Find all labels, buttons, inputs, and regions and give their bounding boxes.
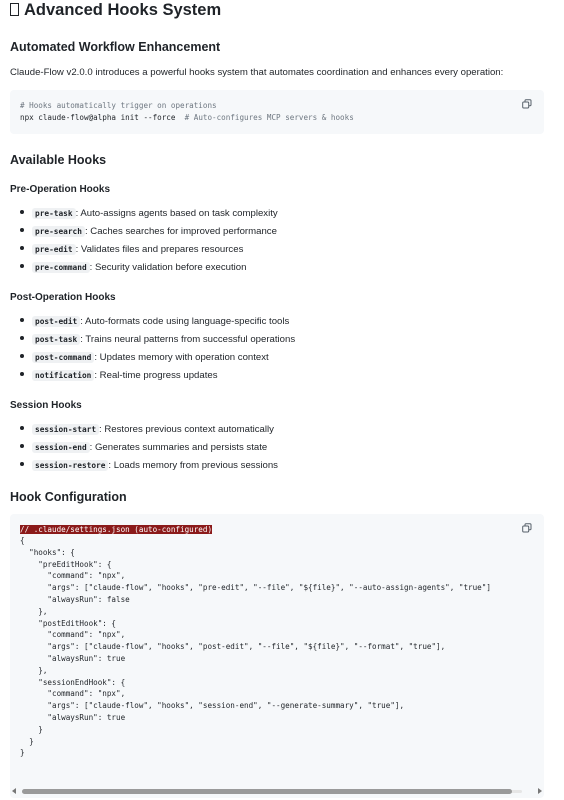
config-code-line: "sessionEndHook": { <box>20 677 126 687</box>
list-item: pre-task : Auto-assigns agents based on task complexity <box>20 207 278 220</box>
bullet-icon <box>20 246 24 250</box>
copy-icon[interactable] <box>522 99 532 109</box>
config-code-line: }, <box>20 606 48 616</box>
hook-config-heading: Hook Configuration <box>10 490 127 504</box>
config-code-line: "preEditHook": { <box>20 559 112 569</box>
scroll-thumb[interactable] <box>22 789 512 794</box>
config-code-line: "command": "npx", <box>20 630 126 640</box>
box-glyph-icon <box>10 3 19 16</box>
config-code-line: "postEditHook": { <box>20 618 117 628</box>
config-code-line: { <box>20 536 25 545</box>
config-code-line: "alwaysRun": true <box>20 654 126 663</box>
config-code-line: "alwaysRun": false <box>20 595 130 604</box>
config-code-line: } <box>20 736 34 746</box>
config-code-line: }, <box>20 665 48 675</box>
workflow-intro: Claude-Flow v2.0.0 introduces a powerful hooks system that automates coordination and enhances every operation: <box>10 67 504 78</box>
pre-hooks-heading: Pre-Operation Hooks <box>10 184 111 195</box>
session-hooks-heading: Session Hooks <box>10 400 82 411</box>
horizontal-scrollbar[interactable] <box>10 786 544 796</box>
config-code-line: "args": ["claude-flow", "hooks", "post-edit", "--file", "${file}", "--format", "true"], <box>20 642 446 652</box>
list-item: notification : Real-time progress updates <box>20 369 218 382</box>
workflow-heading: Automated Workflow Enhancement <box>10 40 221 54</box>
list-item: pre-search : Caches searches for improved performance <box>20 225 277 238</box>
list-item: pre-command : Security validation before execution <box>20 261 246 274</box>
code-command-line: npx claude-flow@alpha init --force # Auto-configures MCP servers & hooks <box>20 113 354 122</box>
copy-icon[interactable] <box>522 523 532 533</box>
config-code-block[interactable] <box>10 514 544 798</box>
list-item: session-restore : Loads memory from previous sessions <box>20 459 278 472</box>
bullet-icon <box>20 354 24 358</box>
config-code-line: "args": ["claude-flow", "hooks", "session-end", "--generate-summary", "true"], <box>20 701 405 711</box>
bullet-icon <box>20 462 24 466</box>
scroll-left-icon[interactable] <box>12 788 16 794</box>
scroll-right-icon[interactable] <box>538 788 542 794</box>
config-code-line: "args": ["claude-flow", "hooks", "pre-edit", "--file", "${file}", "--auto-assign-agents", "true"] <box>20 583 491 593</box>
bullet-icon <box>20 210 24 214</box>
list-item: post-edit : Auto-formats code using language-specific tools <box>20 315 289 328</box>
install-code-block[interactable] <box>10 90 544 134</box>
config-code-line: } <box>20 748 25 758</box>
post-hooks-heading: Post-Operation Hooks <box>10 292 116 303</box>
code-comment-line: # Hooks automatically trigger on operations <box>20 101 217 110</box>
list-item: pre-edit : Validates files and prepares resources <box>20 243 243 256</box>
list-item: session-start : Restores previous context automatically <box>20 423 274 436</box>
list-item: session-end : Generates summaries and persists state <box>20 441 267 454</box>
config-code-line: "hooks": { <box>20 547 75 557</box>
bullet-icon <box>20 318 24 322</box>
bullet-icon <box>20 228 24 232</box>
bullet-icon <box>20 444 24 448</box>
page-title: Advanced Hooks System <box>10 0 221 20</box>
config-code-line: "alwaysRun": true <box>20 713 126 722</box>
config-code-line: "command": "npx", <box>20 689 126 699</box>
bullet-icon <box>20 372 24 376</box>
available-hooks-heading: Available Hooks <box>10 153 107 167</box>
config-comment-line: // .claude/settings.json (auto-configured) <box>20 525 213 534</box>
list-item: post-command : Updates memory with operation context <box>20 351 269 364</box>
bullet-icon <box>20 426 24 430</box>
bullet-icon <box>20 264 24 268</box>
list-item: post-task : Trains neural patterns from successful operations <box>20 333 295 346</box>
config-code-line: "command": "npx", <box>20 571 126 581</box>
config-code-line: } <box>20 724 43 734</box>
bullet-icon <box>20 336 24 340</box>
